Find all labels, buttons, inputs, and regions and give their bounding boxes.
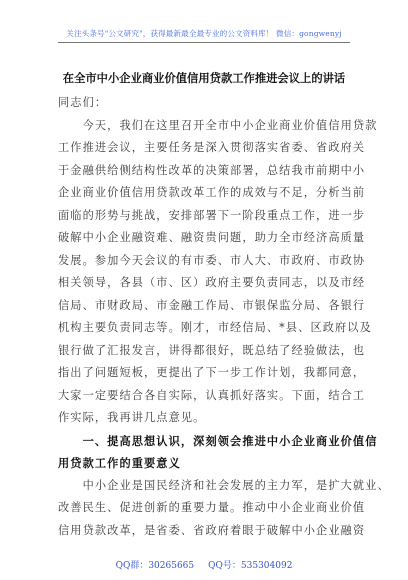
salutation: 同志们： — [58, 96, 108, 109]
document-body — [58, 92, 390, 542]
paragraph-line: 指出了问题短板，更提出了下一步工作计划，我都同意， — [58, 366, 366, 379]
paragraph-line: 机构主要负责同志等。刚才，市经信局、*县、区政府以及 — [58, 321, 372, 334]
paragraph-line: 改善民生、促进创新的重要力量。推动中小企业商业价值 — [58, 501, 366, 514]
paragraph-line: 作实际，我再讲几点意见。 — [58, 411, 206, 424]
paragraph-line: 面临的形势与挑战，安排部署下一阶段重点工作，进一步 — [58, 208, 366, 222]
paragraph-line: 破解中小企业融资难、融资贵问题，助力全市经济高质量 — [58, 231, 366, 244]
paragraph-line: 相关领导，各县（市、区）政府主要负责同志，以及市经 — [58, 276, 366, 289]
section-heading: 一、提高思想认识，深刻领会推进中小企业商业价值信 — [58, 433, 378, 448]
header-divider — [58, 42, 350, 43]
paragraph-line: 于金融供给侧结构性改革的决策部署，总结我市前期中小 — [58, 163, 366, 177]
paragraph-line: 中小企业是国民经济和社会发展的主力军，是扩大就业、 — [58, 478, 390, 492]
paragraph-line: 企业商业价值信用贷款改革工作的成效与不足，分析当前 — [58, 186, 366, 199]
qq-group-text: QQ群：30265665 — [115, 561, 195, 571]
paragraph-line: 信用贷款改革，是省委、省政府着眼于破解中小企业融资 — [58, 523, 366, 537]
qq-number-text: QQ号：535304092 — [208, 561, 293, 571]
paragraph-line: 工作推进会议，主要任务是深入贯彻落实省委、省政府关 — [58, 141, 366, 154]
paragraph-line: 信局、市财政局、市金融工作局、市银保监分局、各银行 — [58, 298, 366, 312]
section-heading: 用贷款工作的重要意义 — [58, 456, 181, 470]
paragraph-line: 今天，我们在这里召开全市中小企业商业价值信用贷款 — [58, 118, 378, 132]
paragraph-line: 大家一定要结合各自实际，认真抓好落实。下面，结合工 — [58, 388, 366, 402]
document-title: 在全市中小企业商业价值信用贷款工作推进会议上的讲话 — [62, 71, 346, 85]
header-banner: 关注头条号"公文研究"，获得最新最全最专业的公文资料库！ 微信：gongwenyj — [66, 29, 342, 38]
paragraph-line: 发展。参加今天会议的有市委、市人大、市政府、市政协 — [58, 253, 366, 267]
footer-contact — [58, 558, 350, 571]
paragraph-line: 银行做了汇报发言，讲得都很好，既总结了经验做法，也 — [58, 343, 366, 357]
